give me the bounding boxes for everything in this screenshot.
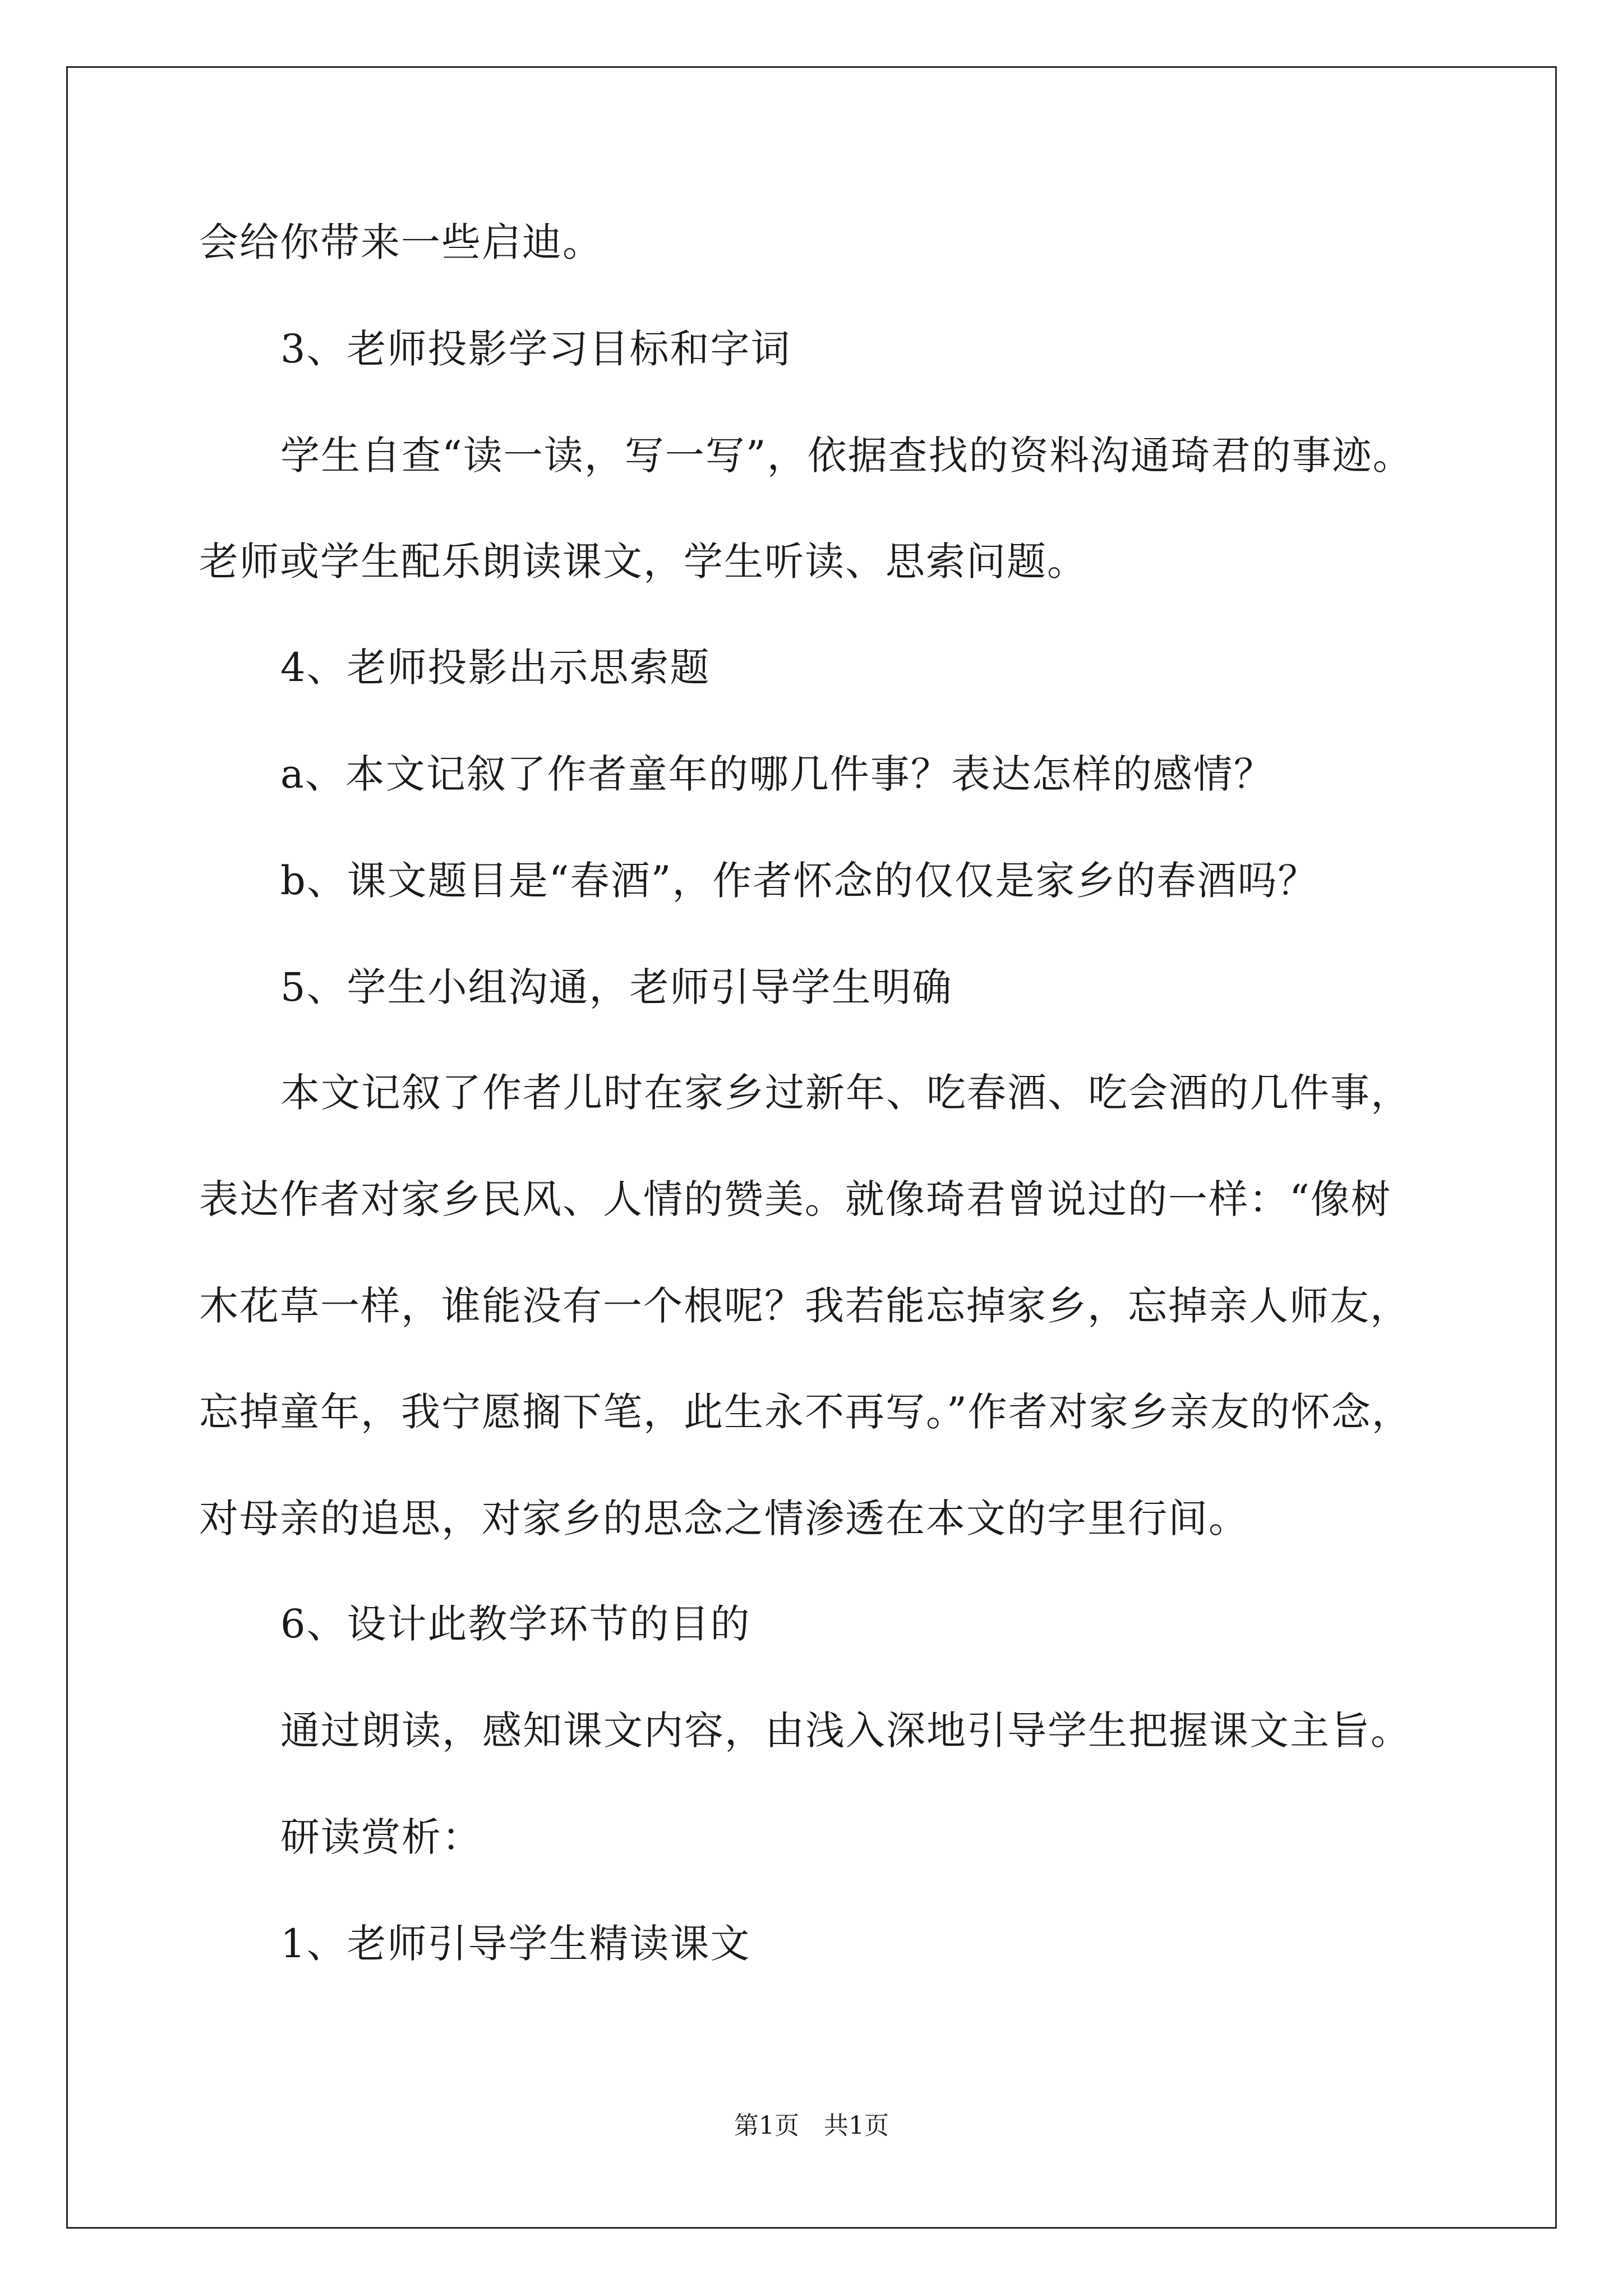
text-line-17: 1、老师引导学生精读课文: [280, 1921, 751, 1967]
text-line-6: a、本文记叙了作者童年的哪几件事？表达怎样的感情？: [280, 751, 1274, 797]
text-line-12: 忘掉童年，我宁愿搁下笔，此生永不再写。”作者对家乡亲友的怀念，: [199, 1389, 1412, 1435]
text-line-2: 3、老师投影学习目标和字词: [280, 326, 791, 372]
page-border: [66, 66, 1557, 2229]
text-line-15: 通过朗读，感知课文内容，由浅入深地引导学生把握课文主旨。: [280, 1708, 1411, 1754]
text-line-8: 5、学生小组沟通，老师引导学生明确: [280, 964, 953, 1010]
text-line-11: 木花草一样，谁能没有一个根呢？我若能忘掉家乡，忘掉亲人师友，: [199, 1283, 1410, 1329]
page-footer: 第1页 共1页: [734, 2111, 889, 2140]
text-line-9: 本文记叙了作者儿时在家乡过新年、吃春酒、吃会酒的几件事，: [280, 1070, 1411, 1116]
text-line-13: 对母亲的追思，对家乡的思念之情渗透在本文的字里行间。: [199, 1496, 1249, 1542]
text-line-5: 4、老师投影出示思索题: [280, 645, 711, 691]
text-line-14: 6、设计此教学环节的目的: [280, 1601, 751, 1647]
text-line-3: 学生自查“读一读，写一写”，依据查找的资料沟通琦君的事迹。: [280, 432, 1413, 478]
text-line-1: 会给你带来一些启迪。: [199, 219, 603, 265]
text-line-4: 老师或学生配乐朗读课文，学生听读、思索问题。: [199, 539, 1087, 585]
text-line-16: 研读赏析：: [280, 1814, 482, 1860]
text-line-10: 表达作者对家乡民风、人情的赞美。就像琦君曾说过的一样：“像树: [199, 1176, 1391, 1222]
text-line-7: b、课文题目是“春酒”，作者怀念的仅仅是家乡的春酒吗？: [280, 858, 1318, 904]
